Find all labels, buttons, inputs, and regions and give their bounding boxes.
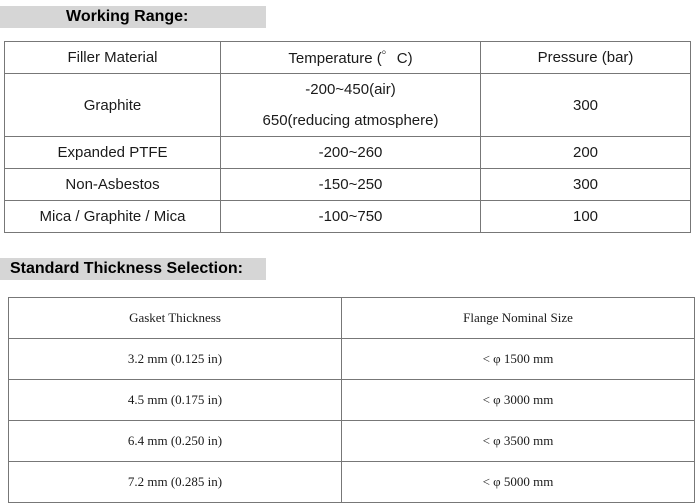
thickness-cell: 6.4 mm (0.250 in)	[9, 421, 342, 462]
thickness-cell: 7.2 mm (0.285 in)	[9, 462, 342, 503]
temperature-line-1: -200~450(air)	[305, 81, 396, 98]
pressure-cell: 200	[481, 137, 691, 169]
temperature-line-2: 650(reducing atmosphere)	[262, 112, 439, 129]
pressure-cell: 300	[481, 74, 691, 137]
temperature-cell	[221, 74, 481, 137]
table-row	[5, 137, 691, 169]
pressure-cell: 100	[481, 201, 691, 233]
working-range-table	[4, 41, 691, 233]
flange-size-cell: < φ 5000 mm	[342, 462, 695, 503]
table-row	[9, 421, 695, 462]
temperature-cell: -100~750	[221, 201, 481, 233]
table-row	[5, 74, 691, 137]
header-gasket-thickness: Gasket Thickness	[9, 298, 342, 339]
table-row	[5, 169, 691, 201]
header-filler-material: Filler Material	[5, 42, 221, 74]
pressure-cell: 300	[481, 169, 691, 201]
thickness-cell: 4.5 mm (0.175 in)	[9, 380, 342, 421]
material-cell: Non-Asbestos	[5, 169, 221, 201]
temperature-cell: -150~250	[221, 169, 481, 201]
header-temperature: Temperature (゜C)	[221, 42, 481, 74]
header-flange-size: Flange Nominal Size	[342, 298, 695, 339]
thickness-table	[8, 297, 695, 503]
table-row	[5, 201, 691, 233]
table-header-row	[9, 298, 695, 339]
table-row	[9, 339, 695, 380]
thickness-cell: 3.2 mm (0.125 in)	[9, 339, 342, 380]
thickness-heading: Standard Thickness Selection:	[0, 258, 266, 280]
temperature-cell: -200~260	[221, 137, 481, 169]
table-row	[9, 380, 695, 421]
table-header-row	[5, 42, 691, 74]
material-cell: Graphite	[5, 74, 221, 137]
flange-size-cell: < φ 1500 mm	[342, 339, 695, 380]
flange-size-cell: < φ 3500 mm	[342, 421, 695, 462]
material-cell: Mica / Graphite / Mica	[5, 201, 221, 233]
header-pressure: Pressure (bar)	[481, 42, 691, 74]
flange-size-cell: < φ 3000 mm	[342, 380, 695, 421]
table-row	[9, 462, 695, 503]
material-cell: Expanded PTFE	[5, 137, 221, 169]
working-range-heading: Working Range:	[0, 6, 266, 28]
